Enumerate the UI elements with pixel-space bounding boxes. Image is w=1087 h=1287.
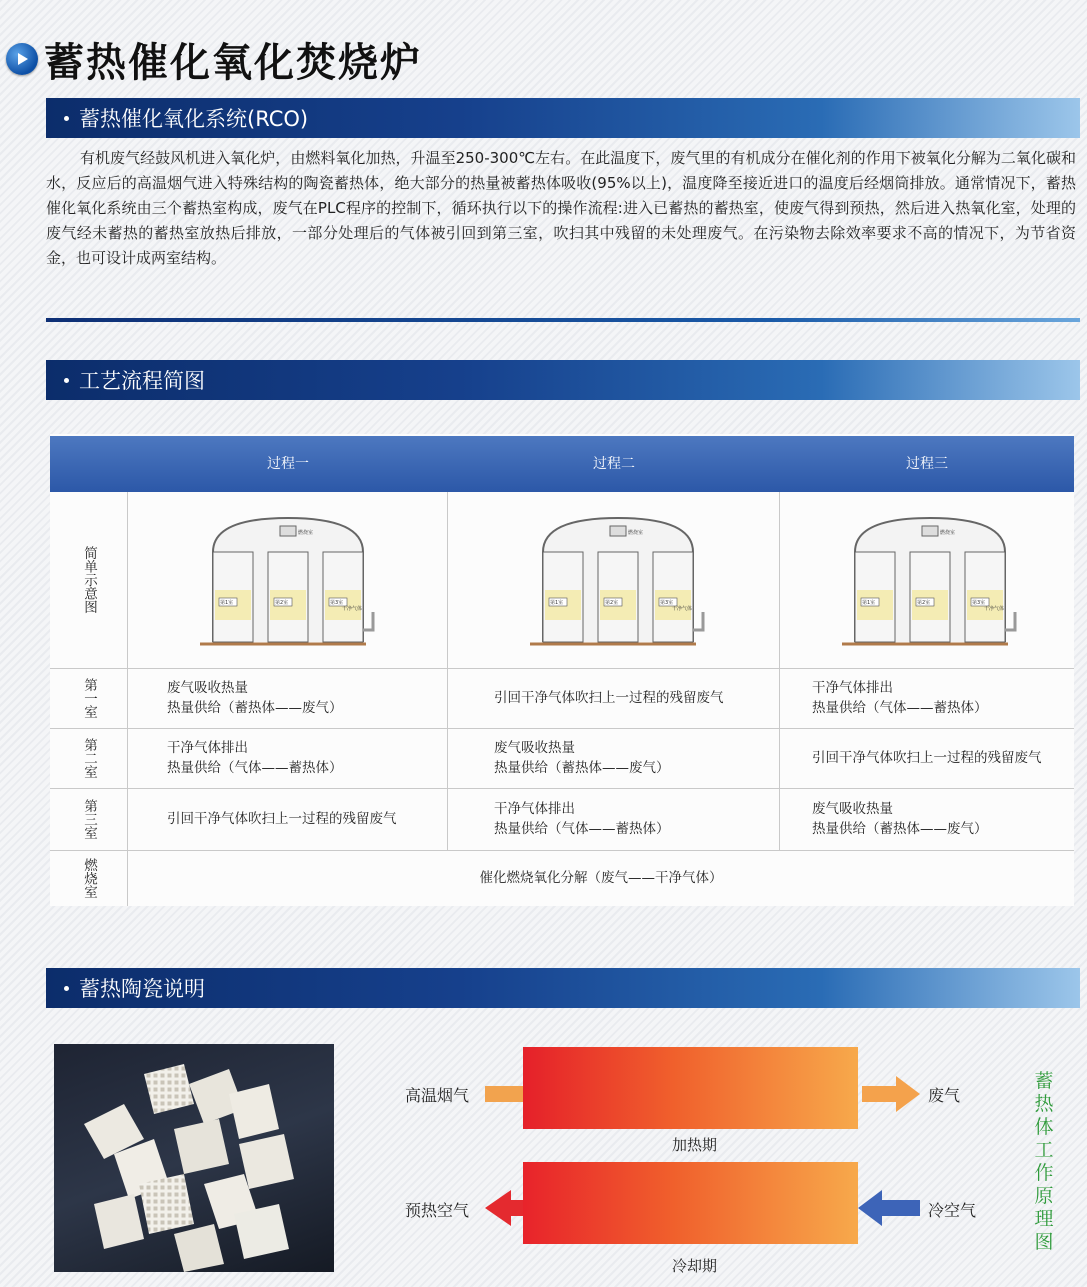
section-header-process (46, 360, 1080, 400)
column-header: 过程三 (906, 456, 948, 472)
burner-label: 燃烧室 (298, 530, 314, 536)
divider (46, 318, 1080, 322)
arrow-right-icon (862, 1074, 920, 1114)
table-row-combustion (50, 850, 1074, 906)
ceramic-honeycomb-photo (54, 1044, 334, 1272)
rco-description: 有机废气经鼓风机进入氧化炉，由燃料氧化加热，升温至250-300℃左右。在此温度下，废气里的有机成分在催化剂的作用下被氧化分解为二氧化碳和水，反应后的高温烟气进入特殊结构的陶瓷蓄热体，绝大部分的热量被蓄热体吸收(95%以上)，温度降至接近进口的温度后经烟筒排放。通常情况下，蓄热催化氧化系统由三个蓄热室构成，废气在PLC程序的控制下，循环执行以下的操作流程:进入已蓄热的蓄热室，使废气得到预热，然后进入热氧化室，处理的废气经未蓄热的蓄热室放热后排放，一部分处理后的气体被引回到第三室，吹扫其中残留的未处理废气。在污染物去除效率要求不高的情况下，为节省资金，也可设计成两室结构。 (46, 149, 1076, 267)
row-label: 第三室 (81, 798, 97, 840)
table-divider (127, 492, 128, 906)
section-header-rco (46, 98, 1080, 138)
table-cell: 废气吸收热量 热量供给（蓄热体——废气） (812, 801, 988, 837)
row-label: 简单示意图 (81, 546, 97, 614)
table-row-room2 (50, 728, 1074, 789)
column-header: 过程一 (267, 456, 309, 472)
heating-caption: 加热期 (672, 1136, 718, 1154)
table-cell: 催化燃烧氧化分解（废气——干净气体） (479, 870, 723, 886)
heating-out-label: 废气 (928, 1086, 961, 1105)
chamber-label: 第3室 (972, 600, 986, 606)
clean-gas-label: 干净气体 (342, 606, 363, 612)
table-cell: 引回干净气体吹扫上一过程的残留废气 (812, 750, 1042, 766)
chamber-label: 第1室 (862, 600, 876, 606)
page-title: 蓄热催化氧化焚烧炉 (44, 39, 422, 86)
rco-diagram-2 (528, 512, 708, 652)
cooling-caption: 冷却期 (672, 1257, 718, 1275)
chamber-label: 第1室 (220, 600, 234, 606)
section-heading: 蓄热催化氧化系统(RCO) (79, 107, 309, 131)
table-cell: 废气吸收热量 热量供给（蓄热体——废气） (494, 740, 670, 776)
table-cell: 干净气体排出 热量供给（气体——蓄热体） (494, 801, 670, 837)
arrow-left-icon (858, 1188, 920, 1228)
table-cell: 引回干净气体吹扫上一过程的残留废气 (167, 811, 397, 827)
page-header (6, 34, 422, 84)
table-row-diagram (50, 492, 1074, 669)
table-cell: 引回干净气体吹扫上一过程的残留废气 (494, 690, 724, 706)
chamber-label: 第2室 (917, 600, 931, 606)
table-row-room1 (50, 668, 1074, 729)
table-divider (447, 492, 448, 850)
chamber-label: 第3室 (330, 600, 344, 606)
process-table (50, 434, 1074, 906)
burner-label: 燃烧室 (628, 530, 644, 536)
play-icon (6, 43, 38, 75)
chamber-label: 第1室 (550, 600, 564, 606)
table-header (50, 436, 1074, 492)
cooling-gradient-bar (523, 1162, 858, 1244)
cooling-out-label: 预热空气 (405, 1201, 470, 1220)
table-row-room3 (50, 788, 1074, 851)
heating-gradient-bar (523, 1047, 858, 1129)
rco-diagram-3 (840, 512, 1020, 652)
rco-diagram-1 (198, 512, 378, 652)
section-heading: 蓄热陶瓷说明 (79, 977, 205, 1001)
row-label: 燃烧室 (81, 857, 97, 899)
table-cell: 干净气体排出 热量供给（气体——蓄热体） (812, 680, 988, 716)
bullet-icon (64, 116, 69, 121)
row-label: 第二室 (81, 737, 97, 779)
cooling-in-label: 冷空气 (928, 1201, 977, 1220)
heating-in-label: 高温烟气 (405, 1086, 470, 1105)
row-label: 第一室 (81, 677, 97, 719)
chamber-label: 第3室 (660, 600, 674, 606)
chamber-label: 第2室 (275, 600, 289, 606)
burner-label: 燃烧室 (940, 530, 956, 536)
clean-gas-label: 干净气体 (672, 606, 693, 612)
chamber-label: 第2室 (605, 600, 619, 606)
bullet-icon (64, 378, 69, 383)
section-heading: 工艺流程简图 (79, 369, 205, 393)
column-header: 过程二 (593, 456, 635, 472)
bullet-icon (64, 986, 69, 991)
table-cell: 干净气体排出 热量供给（气体——蓄热体） (167, 740, 343, 776)
table-divider (779, 492, 780, 850)
section-header-ceramic (46, 968, 1080, 1008)
principle-title: 蓄热体工作原理图 (1034, 1070, 1054, 1253)
table-cell: 废气吸收热量 热量供给（蓄热体——废气） (167, 680, 343, 716)
clean-gas-label: 干净气体 (984, 606, 1005, 612)
